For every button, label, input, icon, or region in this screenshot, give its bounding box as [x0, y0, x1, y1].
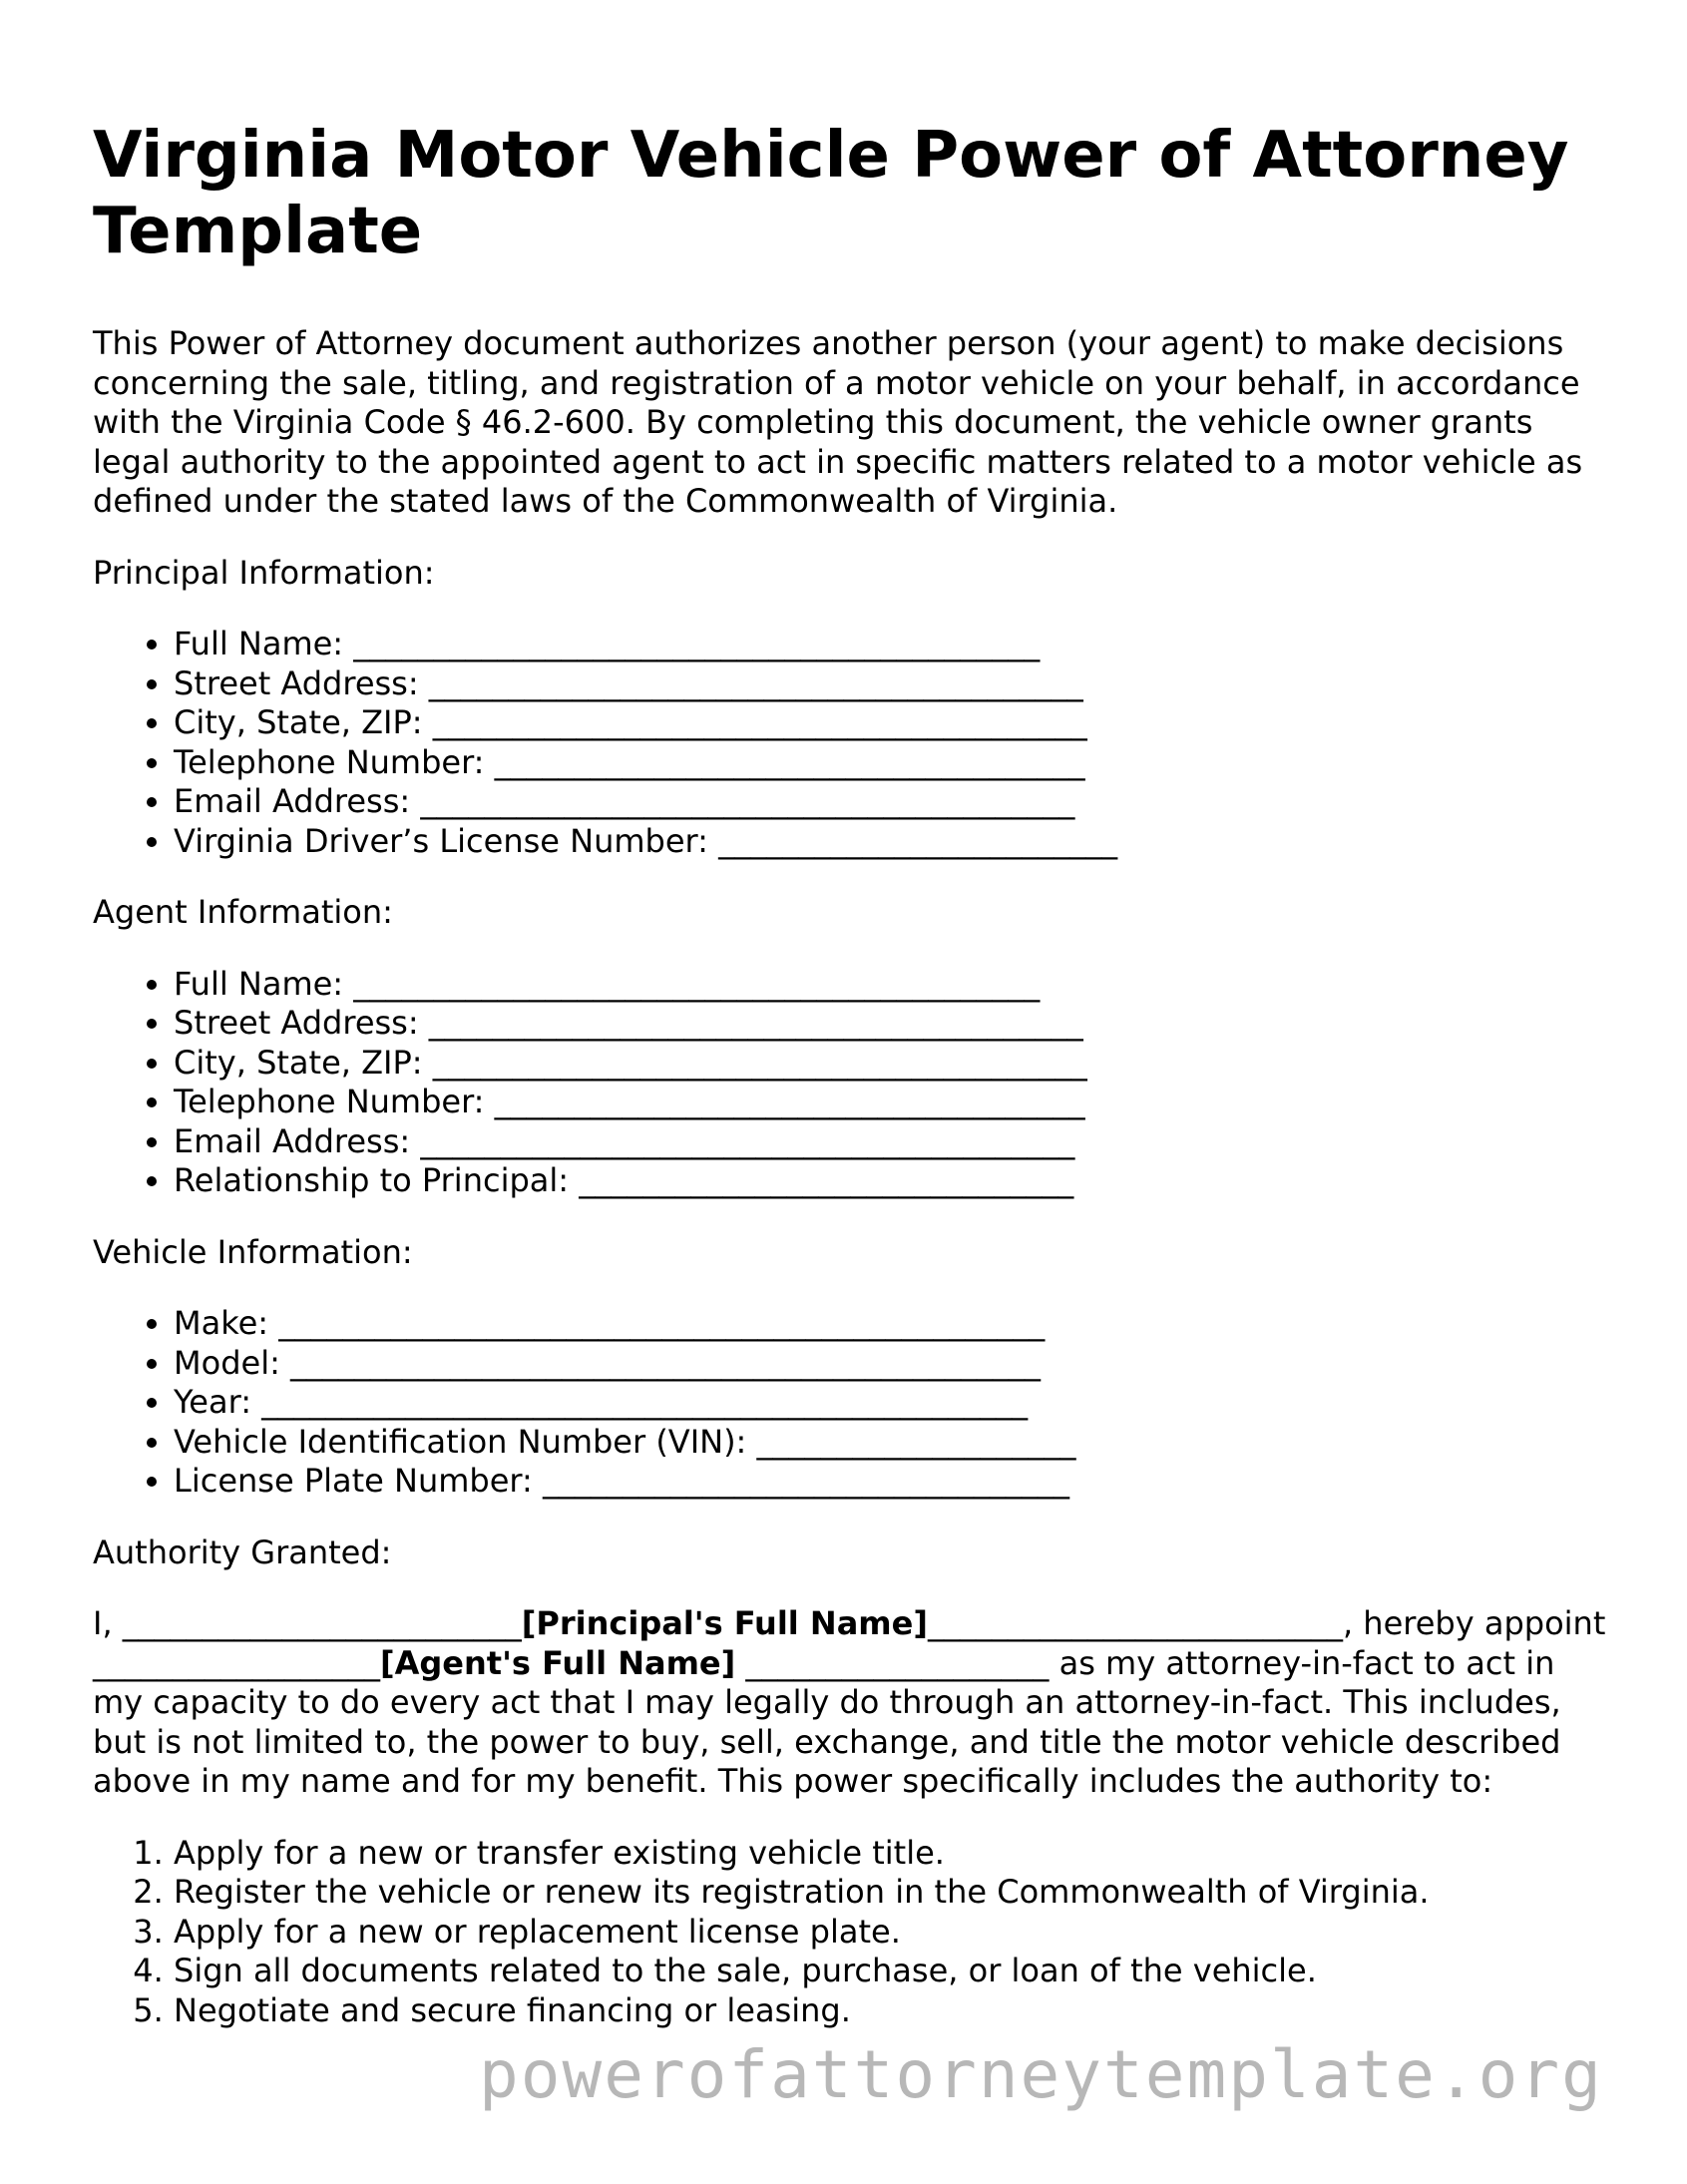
principal-telephone-field: • Telephone Number: _____________________________________ — [174, 743, 1609, 783]
agent-relationship-field: • Relationship to Principal: _______________________________ — [174, 1161, 1609, 1201]
document-title: Virginia Motor Vehicle Power of Attorney Template — [93, 119, 1569, 268]
vehicle-vin-field: • Vehicle Identification Number (VIN): ____________________ — [174, 1423, 1609, 1463]
site-watermark: powerofattorneytemplate.org — [479, 2036, 1603, 2113]
agent-street-address-field: • Street Address: _________________________________________ — [174, 1004, 1609, 1044]
authority-body-text: ___________________ as my attorney-in-fact to act in my capacity to do every act that I may legally do through an attorney-in-fact. This includes, but is not limited to, the power to buy, sell, exchange, and title the motor vehicle described above in my name and for my benefit. This power specifically includes the authority to: — [93, 1643, 1561, 1800]
principal-name-placeholder: [Principal's Full Name] — [521, 1604, 928, 1642]
document-page — [93, 118, 1609, 2030]
power-item: 4. Sign all documents related to the sale, purchase, or loan of the vehicle. — [174, 1952, 1609, 1991]
agent-heading: Agent Information: — [93, 893, 393, 931]
power-item: 3. Apply for a new or replacement license plate. — [174, 1913, 1609, 1953]
authority-heading: Authority Granted: — [93, 1532, 392, 1571]
vehicle-heading: Vehicle Information: — [93, 1232, 413, 1271]
vehicle-year-field: • Year: ________________________________________________ — [174, 1383, 1609, 1423]
power-item: 2. Register the vehicle or renew its registration in the Commonwealth of Virginia. — [174, 1873, 1609, 1913]
intro-paragraph: This Power of Attorney document authorizes another person (your agent) to make decisions concerning the sale, titling, and registration of a motor vehicle on your behalf, in accordance with the Virginia Code § 46.2-600. By completing this document, the vehicle owner grants legal authority to the appointed agent to act in specific matters related to a motor vehicle as defined under the stated laws of the Commonwealth of Virginia. — [93, 324, 1583, 520]
power-item: 1. Apply for a new or transfer existing vehicle title. — [174, 1834, 1609, 1874]
principal-email-field: • Email Address: _________________________________________ — [174, 782, 1609, 822]
principal-license-field: • Virginia Driver’s License Number: _________________________ — [174, 822, 1609, 862]
authority-paragraph — [93, 1604, 1609, 1802]
vehicle-fields-list — [93, 1304, 1609, 1502]
vehicle-model-field: • Model: _______________________________________________ — [174, 1344, 1609, 1384]
principal-city-state-zip-field: • City, State, ZIP: _________________________________________ — [174, 703, 1609, 743]
vehicle-make-field: • Make: ________________________________________________ — [174, 1304, 1609, 1344]
authority-line-middle: __________________________, hereby appoint __________________ — [93, 1604, 1606, 1682]
agent-email-field: • Email Address: _________________________________________ — [174, 1122, 1609, 1162]
agent-city-state-zip-field: • City, State, ZIP: _________________________________________ — [174, 1044, 1609, 1084]
agent-fields-list — [93, 965, 1609, 1201]
agent-telephone-field: • Telephone Number: _____________________________________ — [174, 1083, 1609, 1122]
powers-list — [93, 1834, 1609, 2031]
vehicle-plate-field: • License Plate Number: _________________________________ — [174, 1462, 1609, 1502]
power-item: 5. Negotiate and secure financing or leasing. — [174, 1991, 1609, 2031]
principal-heading: Principal Information: — [93, 553, 435, 592]
principal-fields-list — [93, 625, 1609, 861]
principal-street-address-field: • Street Address: _________________________________________ — [174, 664, 1609, 704]
authority-line-prefix: I, _________________________ — [93, 1604, 522, 1642]
principal-full-name-field: • Full Name: ___________________________________________ — [174, 625, 1609, 664]
agent-name-placeholder: [Agent's Full Name] — [380, 1643, 736, 1682]
agent-full-name-field: • Full Name: ___________________________________________ — [174, 965, 1609, 1005]
